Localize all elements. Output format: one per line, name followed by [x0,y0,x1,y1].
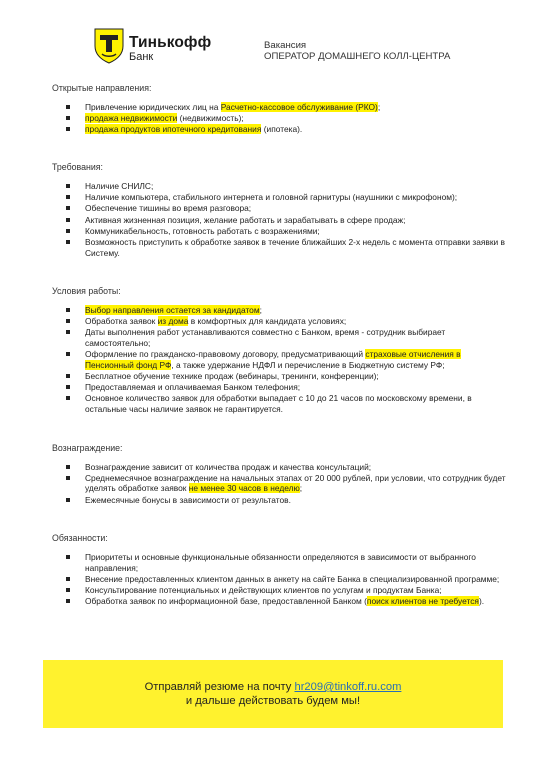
bullet-icon [66,385,70,389]
list-item: Ежемесячные бонусы в зависимости от результатов. [66,495,508,506]
page-header [94,28,514,70]
bullet-icon [66,374,70,378]
bullet-icon [66,352,70,356]
list-item: Предоставляемая и оплачиваемая Банком телефония; [66,382,508,393]
vacancy-heading [264,40,450,62]
list-item: Даты выполнения работ устанавливаются совместно с Банком, время - сотрудник выбирает самостоятельно; [66,327,508,348]
bullet-icon [66,184,70,188]
list-item: Привлечение юридических лиц на Расчетно-кассовое обслуживание (РКО); [66,102,508,113]
list-item: продажа продуктов ипотечного кредитования (ипотека). [66,124,508,135]
list-item: Возможность приступить к обработке заявок в течение ближайших 2-х недель с момента отправки заявки в Систему. [66,237,508,258]
list-item: Наличие СНИЛС; [66,181,508,192]
logo-subtitle: Банк [129,51,154,63]
section-conditions [52,286,508,415]
bullet-icon [66,396,70,400]
section-duties [52,533,508,607]
list-item: Консультирование потенциальных и действующих клиентов по услугам и продуктам Банка; [66,585,508,596]
list-item: Обеспечение тишины во время разговора; [66,203,508,214]
bullet-icon [66,195,70,199]
vacancy-label: Вакансия [264,40,307,51]
bullet-icon [66,105,70,109]
section-title: Обязанности: [52,533,108,544]
bullet-icon [66,588,70,592]
bullet-icon [66,476,70,480]
list-item: Приоритеты и основные функциональные обязанности определяются в зависимости от выбранного направления; [66,552,508,573]
cta-line2: и дальше действовать будем мы! [185,695,361,707]
bullet-icon [66,555,70,559]
section-title: Открытые направления: [52,83,152,93]
section-title: Требования: [52,161,103,172]
bullet-icon [66,116,70,120]
list-item: продажа недвижимости (недвижимость); [66,113,508,124]
conditions-list [66,305,508,415]
bullet-icon [66,330,70,334]
list-item: Обработка заявок по информационной базе, предоставленной Банком (поиск клиентов не требуется). [66,596,508,607]
reward-list [66,462,508,506]
section-requirements [52,162,508,258]
cta-line1: Отправляй резюме на почту [144,681,295,693]
section-reward [52,443,508,506]
section-title: Вознаграждение: [52,442,123,453]
logo-name: Тинькофф [129,34,212,51]
section-directions [52,83,508,135]
bullet-icon [66,577,70,581]
bullet-icon [66,240,70,244]
bullet-icon [66,465,70,469]
bullet-icon [66,319,70,323]
list-item: Выбор направления остается за кандидатом; [66,305,508,316]
list-item: Наличие компьютера, стабильного интернета и головной гарнитуры (наушники с микрофоном); [66,192,508,203]
list-item: Обработка заявок из дома в комфортных для кандидата условиях; [66,316,508,327]
crest-icon [94,28,124,64]
duties-list [66,552,508,607]
requirements-list [66,181,508,258]
list-item: Бесплатное обучение технике продаж (вебинары, тренинги, конференции); [66,371,508,382]
bullet-icon [66,599,70,603]
list-item: Внесение предоставленных клиентом данных в анкету на сайте Банка в специализированной программе; [66,574,508,585]
list-item: Коммуникабельность, готовность работать с возражениями; [66,226,508,237]
section-title: Условия работы: [52,286,121,297]
list-item: Основное количество заявок для обработки выпадает с 10 до 21 часов по московскому времени, в остальные часы наличие заявок не гарантируется. [66,393,508,414]
directions-list [66,102,508,135]
bullet-icon [66,127,70,131]
vacancy-title: ОПЕРАТОР ДОМАШНЕГО КОЛЛ-ЦЕНТРА [264,51,451,62]
cta-banner [43,660,503,728]
bullet-icon [66,206,70,210]
bullet-icon [66,218,70,222]
list-item: Оформление по гражданско-правовому договору, предусматривающий страховые отчисления в Пенсионный фонд РФ, а также удержание НДФЛ и перечисление в Бюджетную систему РФ; [66,349,508,370]
email-link[interactable]: hr209@tinkoff.ru.com [294,681,402,693]
document-body [52,83,508,608]
list-item: Среднемесячное вознаграждение на начальных этапах от 20 000 рублей, при условии, что сотрудник будет уделять обработке заявок не менее 30 часов в неделю; [66,473,508,494]
cta-text [43,680,503,708]
bullet-icon [66,308,70,312]
tinkoff-logo [94,28,244,68]
bullet-icon [66,229,70,233]
bullet-icon [66,498,70,502]
list-item: Активная жизненная позиция, желание работать и зарабатывать в сфере продаж; [66,215,508,226]
list-item: Вознаграждение зависит от количества продаж и качества консультаций; [66,462,508,473]
